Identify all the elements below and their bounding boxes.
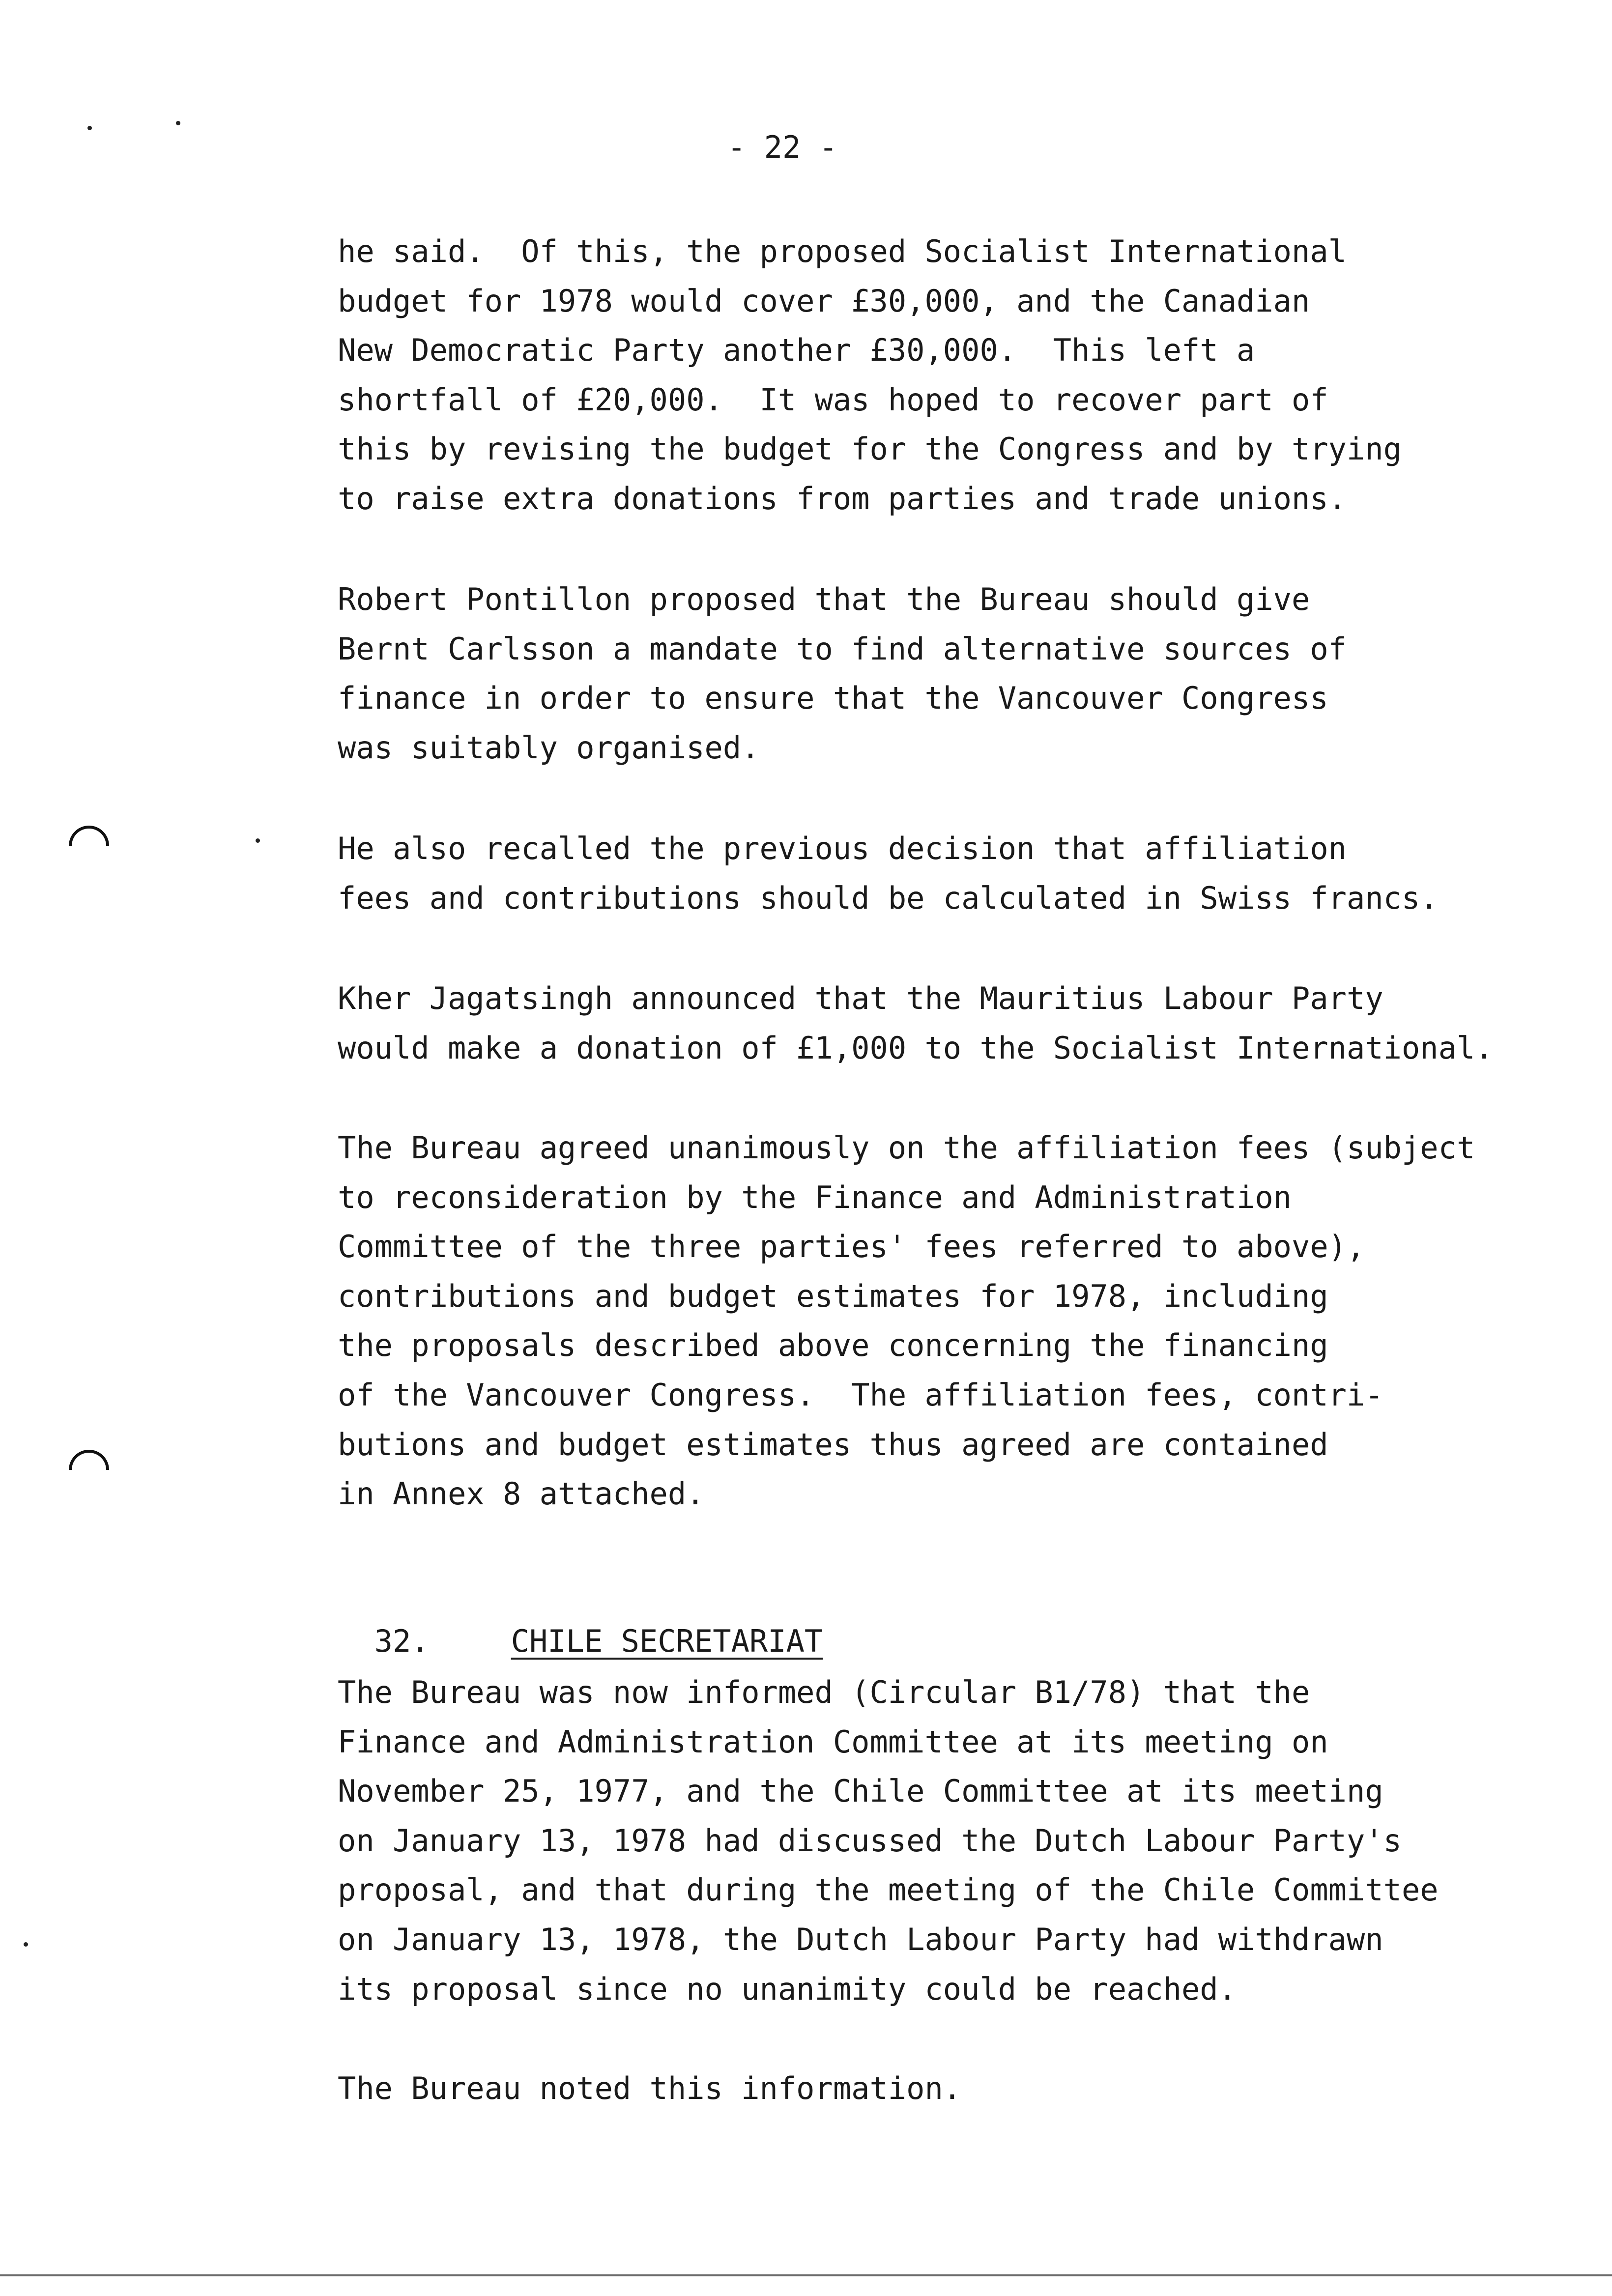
section-number: 32.	[374, 1623, 430, 1659]
text-line: contributions and budget estimates for 1978, including	[338, 1278, 1328, 1314]
text-line: Robert Pontillon proposed that the Bureau should give	[338, 581, 1310, 617]
text-line: November 25, 1977, and the Chile Committee at its meeting	[338, 1773, 1383, 1809]
page-number: - 22 -	[727, 129, 837, 165]
bottom-edge-rule	[0, 2274, 1612, 2276]
section-heading	[338, 1568, 823, 1666]
paragraph-chile-secretariat	[338, 1668, 1596, 2014]
scan-speck-icon	[87, 126, 92, 130]
text-line: The Bureau noted this information.	[338, 2070, 962, 2106]
text-line: Kher Jagatsingh announced that the Mauritius Labour Party	[338, 980, 1383, 1016]
scan-speck-icon	[256, 838, 260, 843]
text-line: proposal, and that during the meeting of the Chile Committee	[338, 1872, 1439, 1908]
scan-speck-icon	[176, 121, 180, 125]
text-line: The Bureau was now informed (Circular B1/78) that the	[338, 1674, 1310, 1710]
paragraph-mauritius-donation	[338, 974, 1596, 1073]
text-line: was suitably organised.	[338, 729, 760, 766]
scan-speck-icon	[24, 1942, 28, 1947]
section-title: CHILE SECRETARIAT	[511, 1623, 823, 1659]
text-line: to reconsideration by the Finance and Administration	[338, 1179, 1292, 1215]
text-line: Finance and Administration Committee at its meeting on	[338, 1723, 1328, 1760]
text-line: on January 13, 1978 had discussed the Dutch Labour Party's	[338, 1822, 1402, 1859]
text-line: The Bureau agreed unanimously on the affiliation fees (subject	[338, 1130, 1475, 1166]
paragraph-budget-shortfall	[338, 227, 1596, 524]
text-line: butions and budget estimates thus agreed are contained	[338, 1426, 1328, 1463]
text-line: in Annex 8 attached.	[338, 1476, 705, 1512]
text-line: shortfall of £20,000. It was hoped to recover part of	[338, 381, 1328, 418]
text-line: finance in order to ensure that the Vancouver Congress	[338, 680, 1328, 717]
text-line: Bernt Carlsson a mandate to find alternative sources of	[338, 631, 1347, 667]
text-line: of the Vancouver Congress. The affiliation fees, contri-	[338, 1377, 1383, 1413]
paragraph-swiss-francs	[338, 824, 1596, 923]
paragraph-bureau-agreement	[338, 1123, 1596, 1519]
text-line: on January 13, 1978, the Dutch Labour Party had withdrawn	[338, 1921, 1383, 1957]
text-line: Committee of the three parties' fees referred to above),	[338, 1229, 1365, 1265]
text-line: this by revising the budget for the Congress and by trying	[338, 431, 1402, 467]
text-line: New Democratic Party another £30,000. This left a	[338, 332, 1255, 369]
text-line: would make a donation of £1,000 to the Socialist International.	[338, 1030, 1494, 1066]
text-line: He also recalled the previous decision that affiliation	[338, 831, 1347, 866]
text-line: he said. Of this, the proposed Socialist International	[338, 233, 1347, 269]
punch-hole-arc-icon	[60, 817, 117, 874]
text-line: fees and contributions should be calculated in Swiss francs.	[338, 880, 1439, 916]
text-line: its proposal since no unanimity could be reached.	[338, 1971, 1237, 2007]
paragraph-pontillon-proposal	[338, 575, 1596, 773]
paragraph-bureau-noted	[338, 2064, 1596, 2114]
text-line: budget for 1978 would cover £30,000, and the Canadian	[338, 283, 1310, 319]
text-line: the proposals described above concerning the financing	[338, 1327, 1328, 1364]
text-line: to raise extra donations from parties and trade unions.	[338, 480, 1347, 517]
punch-hole-arc-icon	[60, 1441, 117, 1498]
